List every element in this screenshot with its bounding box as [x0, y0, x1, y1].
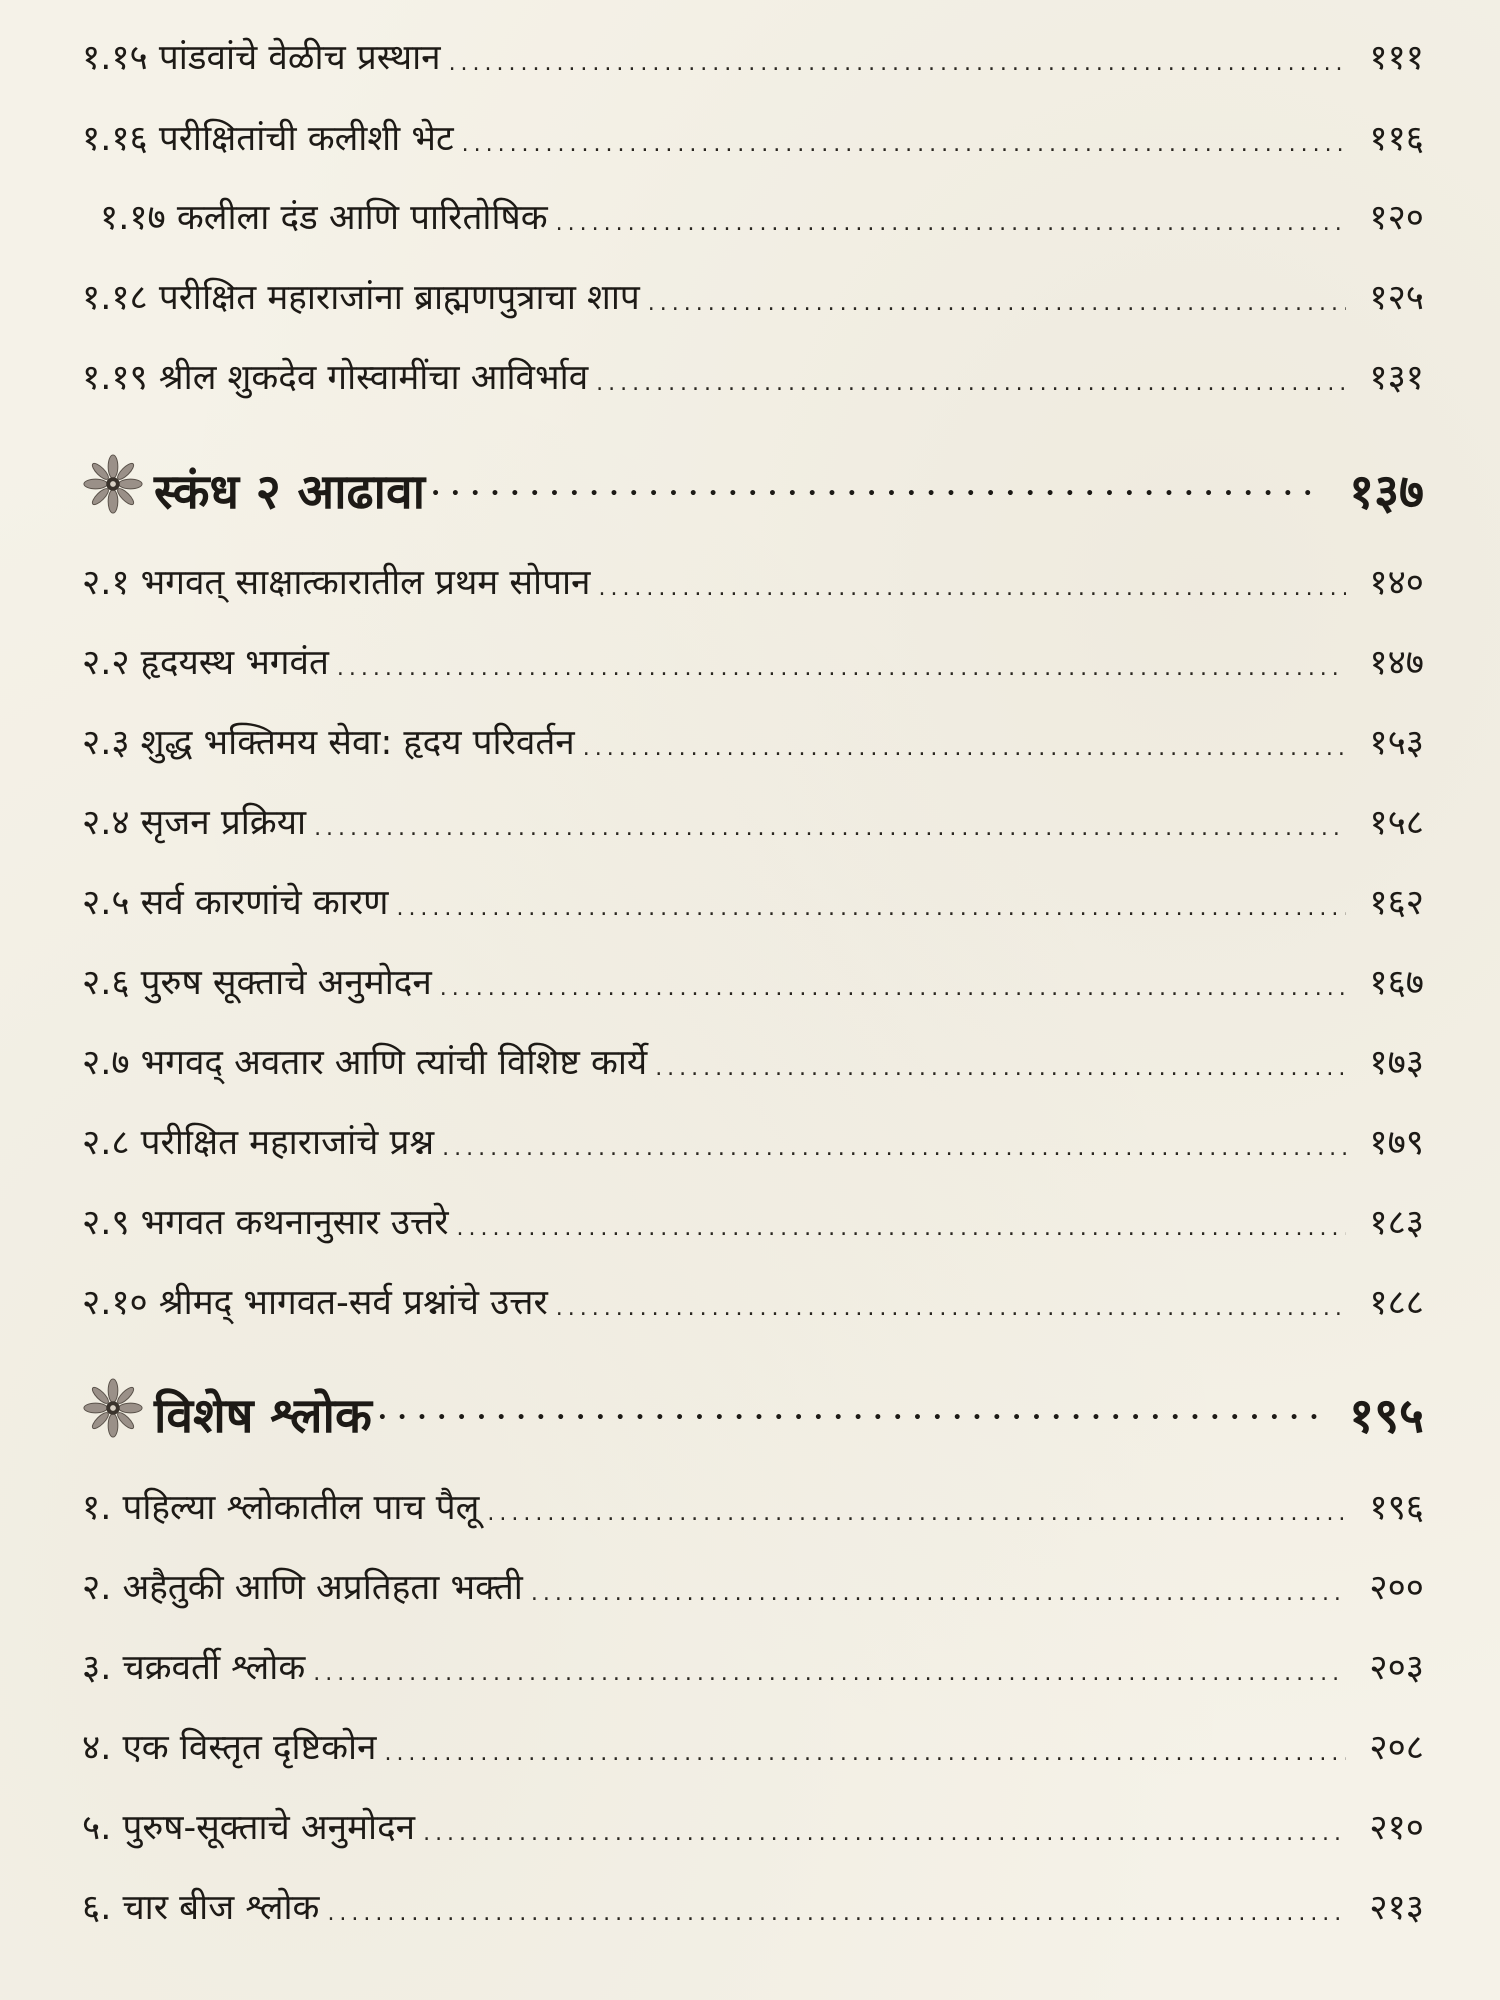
toc-entry-title: १.१५ पांडवांचे वेळीच प्रस्थान — [82, 38, 441, 78]
dot-leader — [440, 967, 1346, 1007]
dot-leader — [531, 1572, 1346, 1612]
section-title: विशेष श्लोक — [154, 1388, 372, 1444]
toc-entry-title: १.१९ श्रील शुकदेव गोस्वामींचा आविर्भाव — [82, 358, 589, 398]
dot-leader — [423, 1812, 1346, 1852]
dot-leader — [462, 123, 1346, 163]
dot-leader — [596, 362, 1346, 402]
toc-entry[interactable] — [82, 951, 1424, 1007]
toc-entry[interactable] — [82, 346, 1424, 402]
toc-entry-title: ३. चक्रवर्ती श्लोक — [82, 1648, 306, 1688]
toc-entry[interactable] — [82, 1476, 1424, 1532]
toc-entry-page: २०० — [1369, 1568, 1424, 1608]
dot-leader — [314, 807, 1346, 847]
toc-entry-page: २१० — [1369, 1808, 1424, 1848]
dot-leader — [655, 1047, 1346, 1087]
toc-entry-page: १४० — [1369, 563, 1424, 603]
dot-leader — [449, 42, 1346, 82]
toc-entry[interactable] — [82, 871, 1424, 927]
toc-entry-title: २.१० श्रीमद् भागवत-सर्व प्रश्नांचे उत्तर — [82, 1283, 548, 1323]
toc-entry-title: २.७ भगवद् अवतार आणि त्यांची विशिष्ट कार्ये — [82, 1043, 648, 1083]
dot-leader — [442, 1127, 1346, 1167]
toc-entry[interactable] — [82, 266, 1424, 322]
dot-leader — [378, 1398, 1324, 1448]
toc-entry[interactable] — [82, 1191, 1424, 1247]
dot-leader — [337, 647, 1346, 687]
toc-entry-page: ११६ — [1369, 119, 1424, 159]
toc-entry[interactable] — [82, 1271, 1424, 1327]
toc-entry-title: २.९ भगवत कथनानुसार उत्तरे — [82, 1203, 449, 1243]
toc-entry-page: १२५ — [1369, 278, 1424, 318]
toc-entry-page: १४७ — [1369, 643, 1424, 683]
toc-entry[interactable] — [82, 1876, 1424, 1932]
toc-entry[interactable] — [82, 1556, 1424, 1612]
toc-entry-page: १८८ — [1369, 1283, 1424, 1323]
toc-entry-title: ६. चार बीज श्लोक — [82, 1888, 320, 1928]
toc-entry[interactable] — [82, 1636, 1424, 1692]
toc-entry[interactable] — [82, 631, 1424, 687]
toc-entry-page: १३१ — [1369, 358, 1424, 398]
toc-entry-page: २०३ — [1369, 1648, 1424, 1688]
dot-leader — [556, 202, 1346, 242]
toc-entry-title: २.२ हृदयस्थ भगवंत — [82, 643, 329, 683]
toc-entry-title: २.१ भगवत् साक्षात्कारातील प्रथम सोपान — [82, 563, 591, 603]
toc-entry[interactable] — [82, 1111, 1424, 1167]
toc-entry[interactable] — [82, 1796, 1424, 1852]
dot-leader — [648, 282, 1346, 322]
toc-entry-title: १.१६ परीक्षितांची कलीशी भेट — [82, 119, 454, 159]
flower-ornament-icon — [82, 453, 144, 515]
toc-entry-title: २. अहैतुकी आणि अप्रतिहता भक्ती — [82, 1568, 523, 1608]
section-title: स्कंध २ आढावा — [154, 464, 426, 520]
dot-leader — [396, 887, 1346, 927]
flower-ornament-icon — [82, 1377, 144, 1439]
toc-entry[interactable] — [82, 791, 1424, 847]
toc-entry-title: १.१७ कलीला दंड आणि पारितोषिक — [100, 198, 548, 238]
dot-leader — [583, 727, 1346, 767]
toc-entry[interactable] — [82, 711, 1424, 767]
toc-entry-title: ४. एक विस्तृत दृष्टिकोन — [82, 1728, 377, 1768]
toc-entry-page: १६२ — [1369, 883, 1424, 923]
dot-leader — [556, 1287, 1346, 1327]
toc-entry-page: १७३ — [1369, 1043, 1424, 1083]
toc-entry-page: २०८ — [1369, 1728, 1424, 1768]
toc-entry[interactable] — [82, 1031, 1424, 1087]
section-heading[interactable] — [82, 1368, 1424, 1448]
toc-entry-page: १५३ — [1369, 723, 1424, 763]
dot-leader — [431, 474, 1324, 524]
toc-entry-page: १७९ — [1369, 1123, 1424, 1163]
toc-entry-title: १. पहिल्या श्लोकातील पाच पैलू — [82, 1488, 480, 1528]
section-page: १३७ — [1349, 464, 1424, 520]
dot-leader — [327, 1892, 1346, 1932]
dot-leader — [457, 1207, 1346, 1247]
toc-entry-page: १११ — [1369, 38, 1424, 78]
section-heading[interactable] — [82, 444, 1424, 524]
toc-entry-page: १५८ — [1369, 803, 1424, 843]
toc-entry-title: २.८ परीक्षित महाराजांचे प्रश्न — [82, 1123, 435, 1163]
toc-entry-page: १८३ — [1369, 1203, 1424, 1243]
toc-entry-title: २.४ सृजन प्रक्रिया — [82, 803, 307, 843]
dot-leader — [384, 1732, 1346, 1772]
toc-entry-title: १.१८ परीक्षित महाराजांना ब्राह्मणपुत्राचा शाप — [82, 278, 640, 318]
toc-entry[interactable] — [82, 107, 1424, 163]
toc-entry-page: १२० — [1369, 198, 1424, 238]
dot-leader — [487, 1492, 1346, 1532]
section-page: १९५ — [1349, 1388, 1424, 1444]
toc-entry-page: १९६ — [1369, 1488, 1424, 1528]
dot-leader — [313, 1652, 1346, 1692]
toc-entry[interactable] — [82, 1716, 1424, 1772]
toc-entry-page: १६७ — [1369, 963, 1424, 1003]
toc-entry[interactable] — [100, 186, 1424, 242]
toc-entry-title: २.३ शुद्ध भक्तिमय सेवा: हृदय परिवर्तन — [82, 723, 575, 763]
toc-entry-title: २.६ पुरुष सूक्ताचे अनुमोदन — [82, 963, 432, 1003]
toc-entry-title: ५. पुरुष-सूक्ताचे अनुमोदन — [82, 1808, 416, 1848]
toc-entry-page: २१३ — [1369, 1888, 1424, 1928]
toc-entry[interactable] — [82, 26, 1424, 82]
toc-entry[interactable] — [82, 551, 1424, 607]
dot-leader — [598, 567, 1346, 607]
toc-entry-title: २.५ सर्व कारणांचे कारण — [82, 883, 389, 923]
